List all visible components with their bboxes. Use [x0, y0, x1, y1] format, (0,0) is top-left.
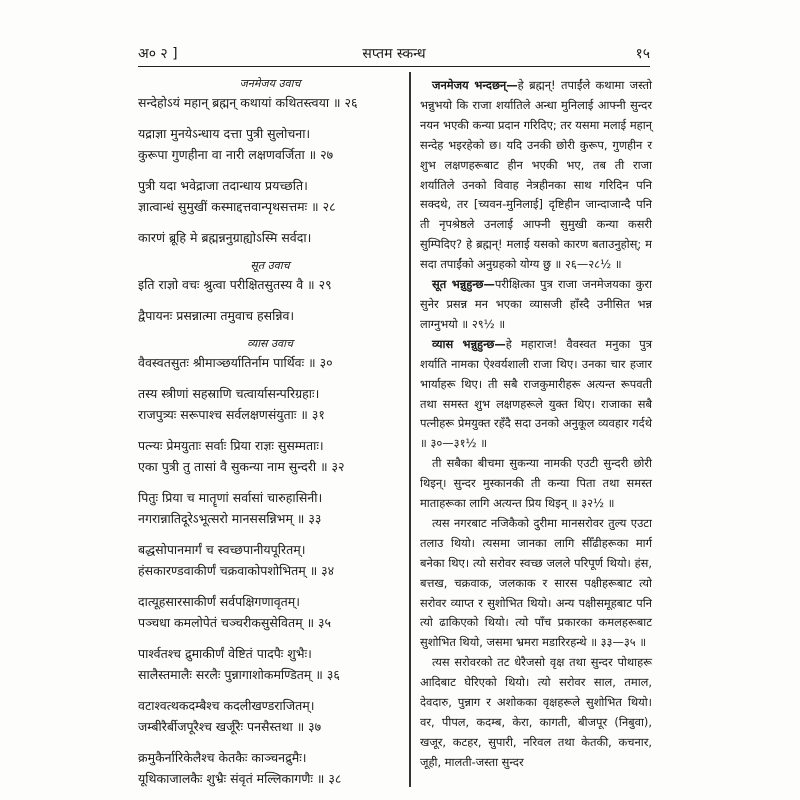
- verse-line: पुत्री यदा भवेद्राजा तदान्धाय प्रयच्छति।: [138, 178, 308, 193]
- verse-line: ज्ञात्वान्धं सुमुखीं कस्माद्दत्तवान्पृथसत्तमः ॥ २८: [138, 199, 336, 214]
- verse-line: वटाश्वत्थकदम्बैश्च कदलीखण्डराजितम्।: [138, 698, 315, 713]
- verse-line: बद्धसोपानमार्गं च स्वच्छपानीयपूरितम्।: [138, 542, 306, 557]
- chapter-label: अ० २ ]: [138, 46, 178, 62]
- sanskrit-verse-column: [138, 76, 402, 789]
- verse-gap: [138, 373, 402, 383]
- verse-gap: [138, 581, 402, 591]
- verse-line: पञ्चधा कमलोपेतं चञ्चरीकसुसेवितम् ॥ ३५: [138, 615, 332, 630]
- verse-line: नगरान्नातिदूरेऽभूत्सरो मानससन्निभम् ॥ ३३: [138, 511, 322, 526]
- verse-gap: [138, 165, 402, 175]
- verse-line: तस्य स्त्रीणां सहस्राणि चत्वार्यासन्परिग्रहाः।: [138, 386, 320, 401]
- verse-gap: [138, 113, 402, 123]
- verse-line: वैवस्वतसुतः श्रीमाञ्छर्यातिर्नाम पार्थिवः ॥ ३०: [138, 355, 333, 370]
- verse-block: [138, 123, 402, 165]
- translation-column: [420, 76, 652, 773]
- translation-paragraph: [420, 454, 652, 514]
- paragraph-text: ती सबैका बीचमा सुकन्या नामकी एउटी सुन्दरी छोरी थिइन्। सुन्दर मुस्कानकी ती कन्या पिता तथा समस्त माताहरूका लागि अत्यन्त प्रिय थिइन् ॥ ३२½ ॥: [420, 456, 652, 511]
- verse-gap: [138, 425, 402, 435]
- verse-line: यद्राज्ञा मुनयेऽन्धाय दत्ता पुत्री सुलोचना।: [138, 126, 311, 141]
- verse-block: [138, 227, 402, 248]
- verse-block: [138, 539, 402, 581]
- column-divider: [409, 72, 411, 787]
- verse-gap: [138, 326, 402, 336]
- page-header: [138, 44, 650, 67]
- paragraph-text: त्यस नगरबाट नजिकैको दुरीमा मानसरोवर तुल्य एउटा तलाउ थियो। त्यसमा जानका लागि सीँढीहरूका मार्ग बनेका थिए। त्यो सरोवर स्वच्छ जलले परिपूर्ण थियो। हंस, बत्तख, चक्रवाक, जलकाक र सारस पक्षीहरूबाट त्यो सरोवर व्याप्त र सुशोभित थियो। अन्य पक्षीसमूहबाट पनि त्यो ढाकिएको थियो। त्यो पाँच प्रकारका कमलहरूबाट सुशोभित थियो, जसमा भ्रमरा मडारिरहन्थे ॥ ३३—३५ ॥: [420, 515, 652, 650]
- verse-gap: [138, 248, 402, 258]
- verse-line: पितुः प्रिया च मातॄणां सर्वासां चारुहासिनी।: [138, 490, 323, 505]
- translation-paragraph: [420, 514, 652, 653]
- translation-paragraph: [420, 76, 652, 275]
- verse-block: [138, 695, 402, 737]
- verse-block: [138, 175, 402, 217]
- verse-gap: [138, 295, 402, 305]
- speaker-label: सूत भन्नुहुन्छ—: [432, 277, 495, 292]
- speaker-heading: जनमेजय उवाच: [239, 77, 301, 90]
- verse-gap: [138, 217, 402, 227]
- verse-block: [138, 258, 402, 295]
- verse-gap: [138, 737, 402, 747]
- section-title: सप्तम स्कन्ध: [362, 46, 426, 62]
- paragraph-text: हे महाराज! वैवस्वत मनुका पुत्र शर्याति नामका ऐश्वर्यशाली राजा थिए। उनका चार हजार भार्याहरू थिए। ती सबै राजकुमारीहरू अत्यन्त रूपवती तथा समस्त शुभ लक्षणहरूले युक्त थिए। राजाका सबै पत्नीहरू प्रेमयुक्त रहँदै सदा उनको अनुकूल व्यवहार गर्दथे ॥ ३०—३१½ ॥: [420, 336, 652, 451]
- paragraph-text: त्यस सरोवरको तट धेरैजसो वृक्ष तथा सुन्दर पोथाहरू आदिबाट घेरिएको थियो। त्यो सरोवर साल, तमाल, देवदारु, पुन्नाग र अशोकका वृक्षहरूले सुशोभित थियो। वर, पीपल, कदम्ब, केरा, कागती, बीजपूर (निबुवा), खजूर, कटहर, सुपारी, नरिवल तथा केतकी, कचनार, जूही, मालती-जस्ता सुन्दर: [420, 655, 652, 769]
- verse-gap: [138, 477, 402, 487]
- verse-line: सन्देहोऽयं महान् ब्रह्मन् कथायां कथितस्त्वया ॥ २६: [138, 95, 358, 110]
- verse-block: [138, 76, 402, 113]
- verse-line: राजपुत्र्यः सरूपाश्च सर्वलक्षणसंयुताः ॥ ३१: [138, 407, 325, 422]
- speaker-label: व्यास भन्नुहुन्छ—: [432, 336, 506, 351]
- verse-line: द्वैपायनः प्रसन्नात्मा तमुवाच हसन्निव।: [138, 308, 295, 323]
- verse-line: पार्श्वतश्च द्रुमाकीर्णं वेष्टितं पादपैः शुभैः।: [138, 646, 312, 661]
- verse-block: [138, 305, 402, 326]
- translation-paragraph: [420, 653, 652, 772]
- verse-line: कुरूपा गुणहीना वा नारी लक्षणवर्जिता ॥ २७: [138, 147, 334, 162]
- verse-line: क्रमुकैर्नारिकेलैश्च केतकैः काञ्चनद्रुमैः।: [138, 750, 307, 765]
- verse-line: यूथिकाजालकैः शुभ्रैः संवृतं मल्लिकागणैः ॥ ३८: [138, 771, 342, 786]
- speaker-heading: सूत उवाच: [250, 259, 290, 272]
- verse-line: दात्यूहसारसाकीर्णं सर्वपक्षिगणावृतम्।: [138, 594, 301, 609]
- verse-gap: [138, 633, 402, 643]
- verse-line: कारणं ब्रूहि मे ब्रह्मन्ननुग्राह्योऽस्मि सर्वदा।: [138, 230, 312, 245]
- speaker-heading: व्यास उवाच: [247, 337, 293, 350]
- verse-line: सालैस्तमालैः सरलैः पुन्नागाशोकमण्डितम् ॥ ३६: [138, 667, 340, 682]
- verse-line: पत्न्यः प्रेमयुताः सर्वाः प्रिया राज्ञः सुसम्मताः।: [138, 438, 324, 453]
- verse-block: [138, 591, 402, 633]
- verse-block: [138, 383, 402, 425]
- verse-gap: [138, 685, 402, 695]
- verse-line: एका पुत्री तु तासां वै सुकन्या नाम सुन्दरी ॥ ३२: [138, 459, 345, 474]
- verse-block: [138, 747, 402, 789]
- verse-block: [138, 487, 402, 529]
- verse-line: इति राज्ञो वचः श्रुत्वा परीक्षितसुतस्य वै ॥ २९: [138, 277, 332, 292]
- verse-block: [138, 435, 402, 477]
- page-number: १५: [635, 46, 650, 62]
- translation-paragraph: [420, 275, 652, 335]
- paragraph-text: परीक्षित्का पुत्र राजा जनमेजयका कुरा सुनेर प्रसन्न मन भएका व्यासजी हाँस्दै उनीसित भन्न लाग्नुभयो ॥ २९½ ॥: [420, 277, 652, 331]
- translation-paragraph: [420, 335, 652, 454]
- verse-block: [138, 643, 402, 685]
- speaker-label: जनमेजय भन्दछन्—: [432, 78, 518, 92]
- verse-line: जम्बीरैर्बीजपूरैश्च खर्जूरैः पनसैस्तथा ॥ ३७: [138, 719, 322, 734]
- paragraph-text: हे ब्रह्मन्! तपाईंले कथामा जस्तो भन्नुभयो कि राजा शर्यातिले अन्धा मुनिलाई आफ्नी सुन्दर नयन भएकी कन्या प्रदान गरिदिए; तर यसमा मलाई महान् सन्देह भइरहेको छ। यदि उनकी छोरी कुरूप, गुणहीन र शुभ लक्षणहरूबाट हीन भएकी भए, तब ती राजा शर्यातिले उनको विवाह नेत्रहीनका साथ गरिदिन पनि सक्दथे, तर [च्यवन-मुनिलाई] दृष्टिहीन जान्दाजान्दै पनि ती नृपश्रेष्ठले उनलाई आफ्नी सुमुखी कन्या कसरी सुम्पिदिए? हे ब्रह्मन्! मलाई यसको कारण बताउनुहोस्; म सदा तपाईंको अनुग्रहको योग्य छु ॥ २६—२८½ ॥: [420, 78, 652, 272]
- verse-block: [138, 336, 402, 373]
- verse-line: हंसकारण्डवाकीर्णं चक्रवाकोपशोभितम् ॥ ३४: [138, 563, 335, 578]
- verse-gap: [138, 529, 402, 539]
